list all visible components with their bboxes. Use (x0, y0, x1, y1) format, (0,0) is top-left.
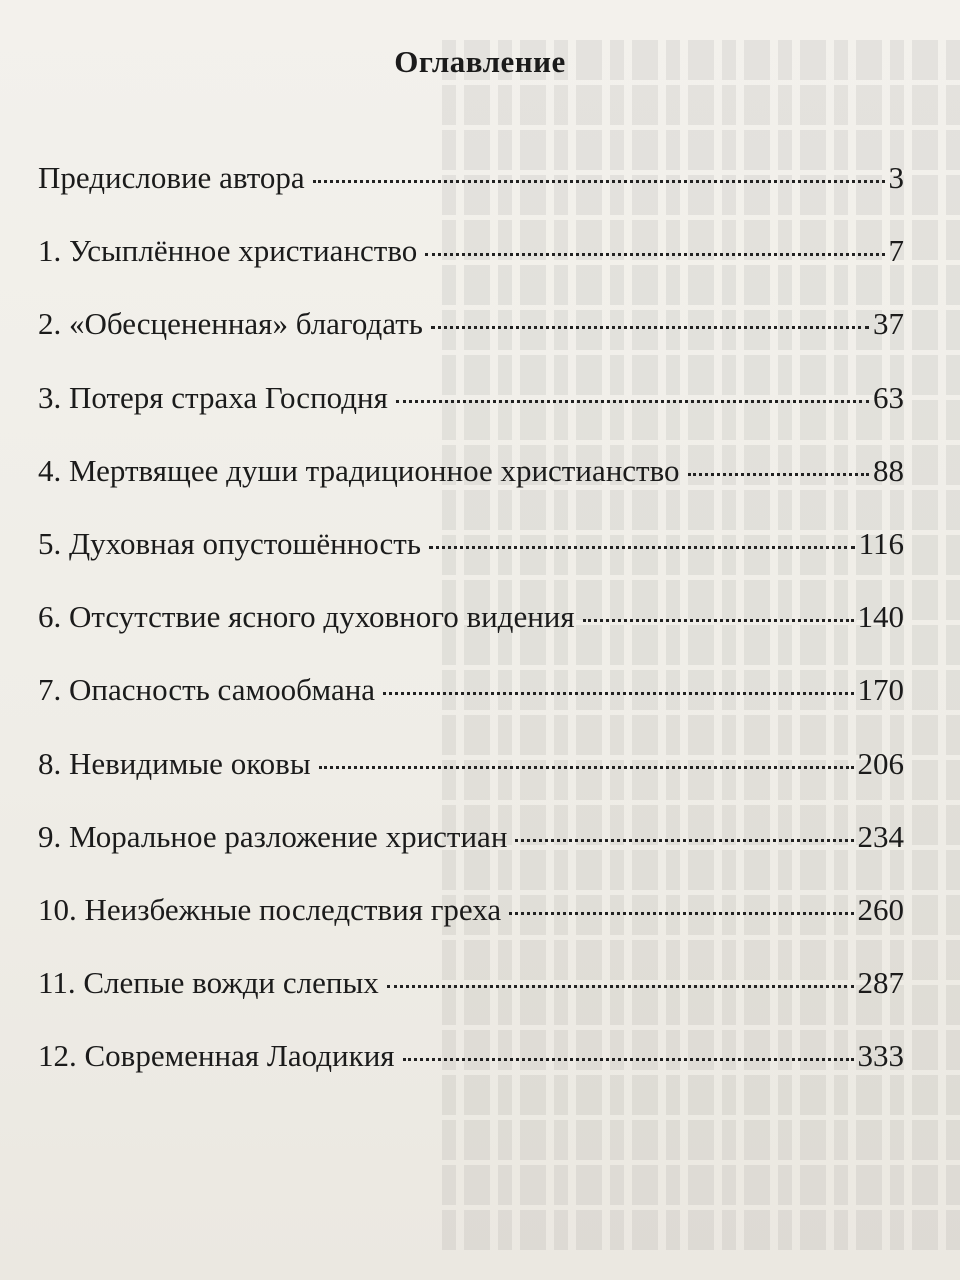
toc-entry-label: 10. Неизбежные последствия греха (38, 891, 502, 927)
toc-entry-label: 7. Опасность самообмана (38, 672, 376, 708)
dot-leader (313, 180, 885, 183)
toc-entry-page: 206 (857, 745, 904, 781)
toc-entry-page: 333 (857, 1038, 904, 1074)
toc-entry-chapter-9 (38, 819, 904, 892)
toc-entry-page: 116 (858, 525, 904, 561)
dot-leader (429, 546, 855, 549)
toc-entry-label: 1. Усыплённое христианство (38, 233, 418, 269)
toc-entry-page: 170 (857, 672, 904, 708)
toc-entry-label: 9. Моральное разложение христиан (38, 818, 508, 854)
toc-entry-page: 234 (857, 818, 904, 854)
toc-entry-chapter-2 (38, 306, 904, 379)
toc-entry-chapter-5 (38, 526, 904, 599)
toc-entry-page: 37 (873, 306, 904, 342)
dot-leader (431, 326, 869, 329)
toc-entry-chapter-3 (38, 380, 904, 453)
toc-entry-chapter-10 (38, 892, 904, 965)
toc-entry-chapter-11 (38, 965, 904, 1038)
toc-entry-page: 140 (857, 599, 904, 635)
toc-entry-label: 4. Мертвящее души традиционное христианство (38, 452, 680, 488)
dot-leader (509, 912, 853, 915)
dot-leader (403, 1058, 854, 1061)
toc-entry-page: 287 (857, 965, 904, 1001)
toc-entry-page: 88 (873, 452, 904, 488)
dot-leader (583, 619, 854, 622)
toc-entry-page: 63 (873, 379, 904, 415)
toc-entry-label: 8. Невидимые оковы (38, 745, 311, 781)
dot-leader (387, 985, 854, 988)
toc-entry-page: 7 (888, 233, 904, 269)
dot-leader (515, 839, 853, 842)
toc-entry-label: 11. Слепые вожди слепых (38, 965, 379, 1001)
toc-entry-chapter-8 (38, 746, 904, 819)
dot-leader (319, 766, 854, 769)
toc-entry-preface (38, 160, 904, 233)
toc-entry-page: 260 (857, 891, 904, 927)
toc-entry-label: 5. Духовная опустошённость (38, 525, 421, 561)
toc-entry-label: 2. «Обесцененная» благодать (38, 306, 423, 342)
toc-entry-chapter-6 (38, 599, 904, 672)
dot-leader (383, 692, 853, 695)
toc-entry-label: 3. Потеря страха Господня (38, 379, 388, 415)
toc-entry-chapter-7 (38, 672, 904, 745)
toc-entry-label: 12. Современная Лаодикия (38, 1038, 395, 1074)
dot-leader (688, 473, 869, 476)
toc-entry-label: Предисловие автора (38, 160, 305, 195)
dot-leader (396, 400, 869, 403)
dot-leader (425, 253, 884, 256)
toc-entry-chapter-4 (38, 453, 904, 526)
toc-heading: Оглавление (394, 44, 566, 79)
toc-entry-chapter-1 (38, 233, 904, 306)
toc-entry-chapter-12 (38, 1038, 904, 1111)
toc-entry-page: 3 (888, 160, 904, 195)
table-of-contents (38, 160, 904, 1111)
toc-entry-label: 6. Отсутствие ясного духовного видения (38, 599, 575, 635)
